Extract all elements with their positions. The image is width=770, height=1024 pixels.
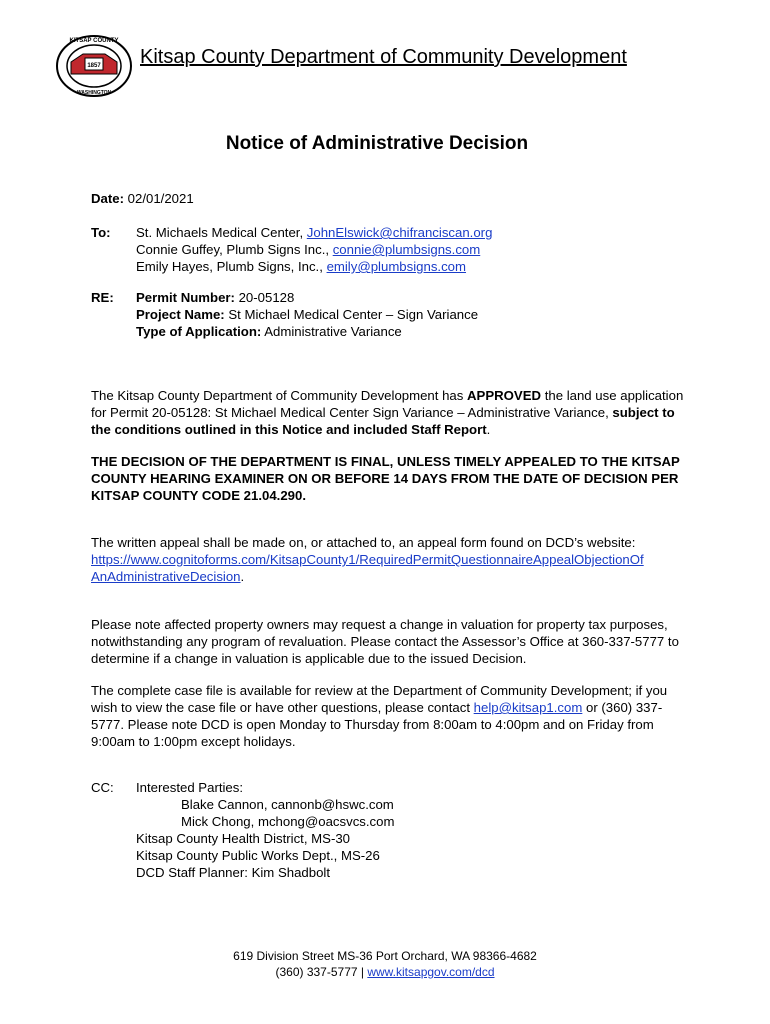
approved-text: APPROVED [467,388,542,403]
appeal-notice-paragraph: THE DECISION OF THE DEPARTMENT IS FINAL, UNLESS TIMELY APPEALED TO THE KITSAP COUNTY HEARING EXAMINER ON OR BEFORE 14 DAYS FROM THE DATE OF DECISION PER KITSAP COUNTY CODE 21.04.290. [91,454,680,503]
document-title: Notice of Administrative Decision [225,133,529,154]
appeal-form-link-part-1: https://www.cognitoforms.com/KitsapCounty1/RequiredPermitQuestionnaireAppealObjectionOf [91,552,644,567]
county-seal-logo [55,34,133,98]
help-email-link[interactable]: help@kitsap1.com [473,700,583,715]
approval-text-1: The Kitsap County Department of Community Development has [91,388,468,403]
application-type-label: Type of Application: [136,324,262,339]
approval-text-end: . [486,422,491,437]
footer-contact [0,964,770,980]
approval-paragraph [91,387,686,438]
date-value: 02/01/2021 [127,191,194,206]
recipient-3 [136,258,492,275]
date-row [91,190,194,207]
footer [0,948,770,980]
permit-number-row [136,289,478,306]
cc-line-health-district: Kitsap County Health District, MS-30 [136,831,351,846]
appeal-form-link-part-2: AnAdministrativeDecision [91,569,241,584]
seal-center-text: 1857 [87,63,101,69]
approval-text-2: the land use application for Permit 20-05128: St Michael Medical Center Sign Variance – Administrative Variance, [91,388,684,420]
seal-bottom-text: WASHINGTON [76,90,112,96]
cc-line-blake-cannon: Blake Cannon, cannonb@hswc.com [181,797,394,812]
date-label: Date: [91,191,124,206]
footer-address: 619 Division Street MS-36 Port Orchard, WA 98366-4682 [233,949,537,963]
seal-top-text: KITSAP COUNTY [69,38,119,44]
recipient-list [136,224,492,275]
recipient-3-name: Emily Hayes, Plumb Signs, Inc., [136,259,327,274]
cc-line-staff-planner: DCD Staff Planner: Kim Shadbolt [136,865,331,880]
cc-label: CC: [91,780,114,795]
recipient-1-email[interactable]: JohnElswick@chifranciscan.org [306,225,493,240]
valuation-paragraph: Please note affected property owners may request a change in valuation for property tax purposes, notwithstanding any program of revaluation. Please contact the Assessor’s Office at 360-337-5777 to determine if a change in valuation is applicable due to the issued Decision. [91,617,679,666]
cc-line-public-works: Kitsap County Public Works Dept., MS-26 [136,848,380,863]
cc-line-interested-parties: Interested Parties: [136,780,244,795]
case-file-text-1: The complete case file is available for review at the Department of Community Development; if you wish to view the case file or have other questions, please contact [91,683,668,715]
to-label: To: [91,225,111,240]
appeal-form-text: The written appeal shall be made on, or attached to, an appeal form found on DCD’s website: [91,535,636,550]
project-name-row [136,306,478,323]
case-file-text-2: or (360) 337-5777. Please note DCD is open Monday to Thursday from 8:00am to 4:00pm and on Friday from 9:00am to 1:00pm except holidays. [91,700,663,749]
recipient-1-name: St. Michaels Medical Center, [136,225,307,240]
appeal-form-text-end: . [240,569,245,584]
department-name: Kitsap County Department of Community Development [140,46,627,68]
recipient-2 [136,241,492,258]
permit-number-value: 20-05128 [234,290,295,305]
re-label: RE: [91,290,114,305]
case-file-paragraph [91,682,686,750]
re-details [136,289,478,340]
footer-website-link[interactable]: www.kitsapgov.com/dcd [367,965,495,979]
recipient-2-name: Connie Guffey, Plumb Signs Inc., [136,242,333,257]
recipient-3-email[interactable]: emily@plumbsigns.com [326,259,467,274]
appeal-form-link[interactable] [91,552,644,584]
project-name-value: St Michael Medical Center – Sign Variance [224,307,479,322]
conditions-text: subject to the conditions outlined in this Notice and included Staff Report [91,405,675,437]
permit-number-label: Permit Number: [136,290,235,305]
project-name-label: Project Name: [136,307,225,322]
cc-line-mick-chong: Mick Chong, mchong@oacsvcs.com [181,814,395,829]
appeal-form-paragraph [91,534,686,585]
recipient-1 [136,224,492,241]
recipient-2-email[interactable]: connie@plumbsigns.com [332,242,481,257]
footer-phone: (360) 337-5777 | [275,965,368,979]
application-type-value: Administrative Variance [261,324,402,339]
cc-list [136,779,394,881]
application-type-row [136,323,478,340]
